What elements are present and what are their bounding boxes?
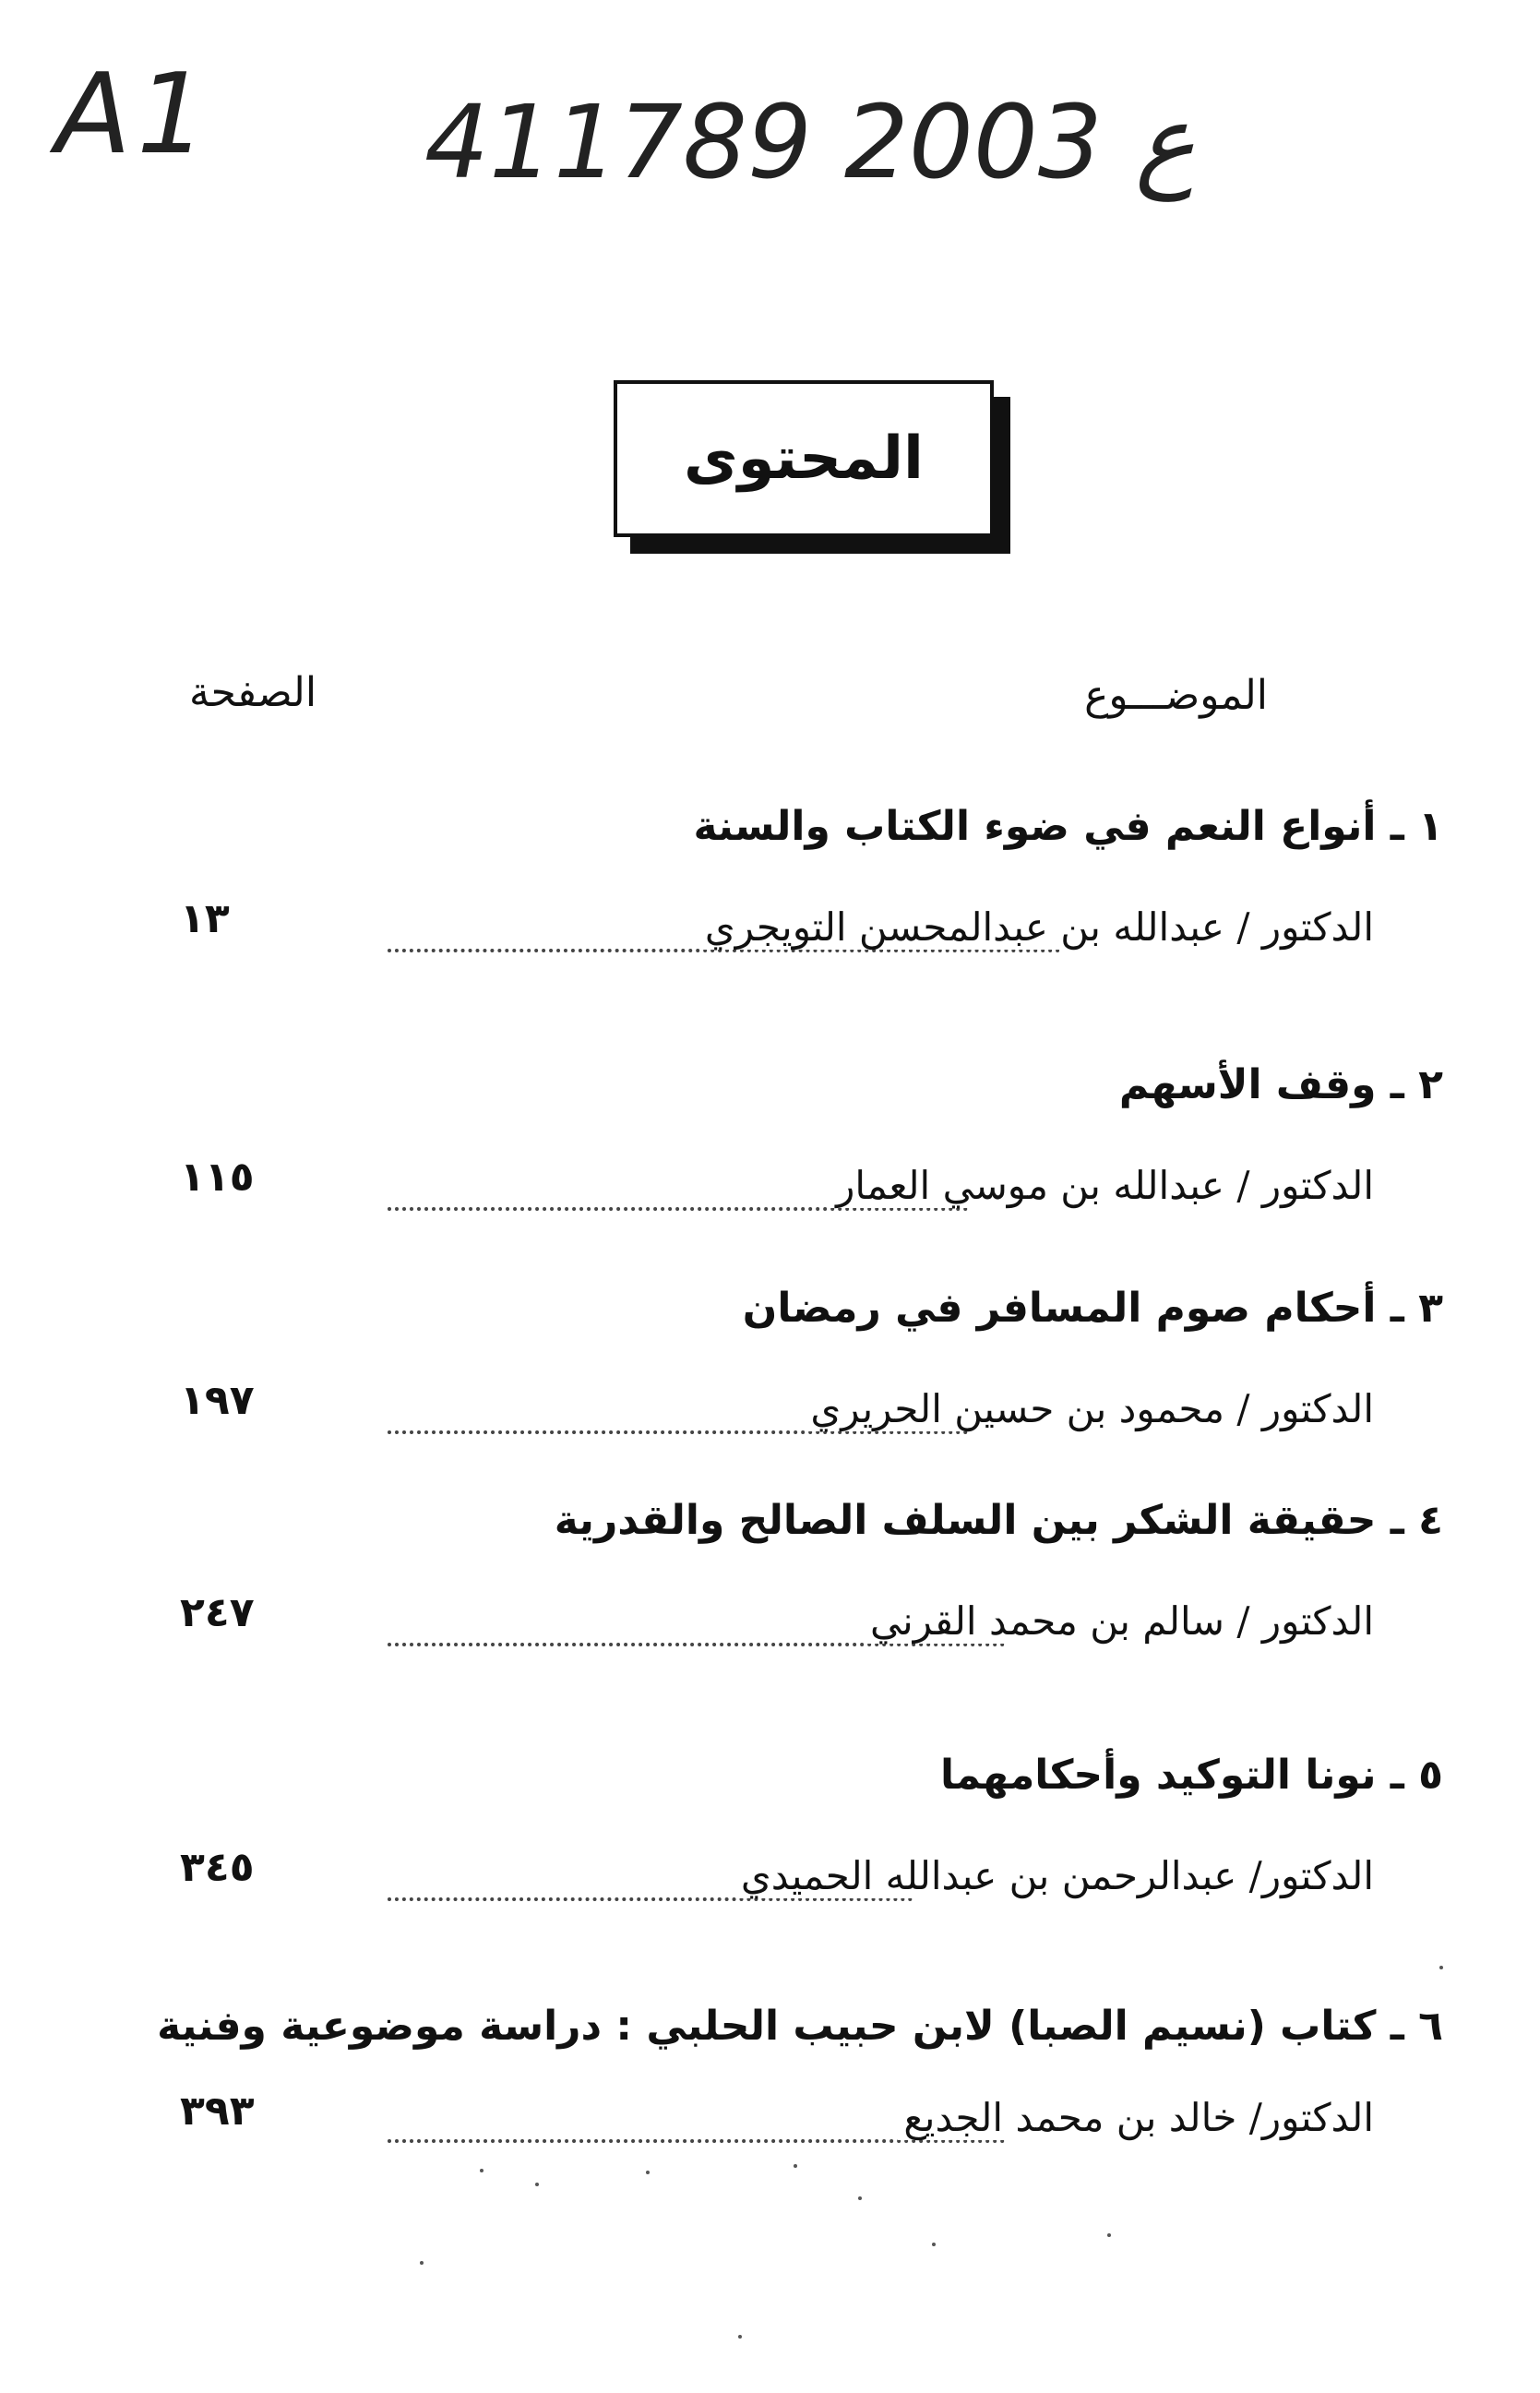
entry-author-row bbox=[388, 1163, 1374, 1227]
handwritten-call-number: 41ع 2003 1789 bbox=[424, 83, 1196, 201]
scan-speck bbox=[738, 2335, 742, 2339]
scan-speck bbox=[932, 2243, 936, 2246]
scan-speck bbox=[535, 2183, 539, 2186]
scan-speck bbox=[480, 2169, 483, 2172]
column-header-topic: الموضـــوع bbox=[1084, 672, 1268, 719]
entry-author-row bbox=[388, 1853, 1374, 1918]
entry-page-number: ٣٩٣ bbox=[180, 2088, 255, 2135]
entry-page-number: ٣٤٥ bbox=[180, 1844, 255, 1891]
scan-speck bbox=[420, 2261, 424, 2265]
page-title: المحتوى bbox=[684, 425, 924, 493]
scan-speck bbox=[1439, 1966, 1443, 1969]
entry-author-row bbox=[388, 1386, 1374, 1451]
entry-author: الدكتور / عبدالله بن عبدالمحسن التويجري bbox=[699, 904, 1374, 950]
entry-author-row bbox=[388, 1598, 1374, 1663]
entry-title: ٢ ـ وقف الأسهم bbox=[1118, 1061, 1443, 1108]
entry-author: الدكتور / محمود بن حسين الحريري bbox=[805, 1386, 1374, 1431]
entry-author: الدكتور / عبدالله بن موسي العمار bbox=[830, 1163, 1374, 1208]
entry-page-number: ٢٤٧ bbox=[180, 1589, 255, 1636]
entry-title: ٥ ـ نونا التوكيد وأحكامهما bbox=[940, 1752, 1443, 1799]
handwritten-mark-left: A1 bbox=[55, 51, 213, 179]
entry-page-number: ١٩٧ bbox=[180, 1377, 255, 1424]
entry-title: ١ ـ أنواع النعم في ضوء الكتاب والسنة bbox=[693, 803, 1443, 850]
entry-title: ٤ ـ حقيقة الشكر بين السلف الصالح والقدرية bbox=[554, 1497, 1443, 1544]
scan-speck bbox=[794, 2164, 797, 2168]
entry-title: ٣ ـ أحكام صوم المسافر في رمضان bbox=[742, 1285, 1443, 1332]
entry-page-number: ١٣ bbox=[180, 895, 230, 942]
column-header-page: الصفحة bbox=[189, 669, 317, 716]
scan-speck bbox=[646, 2171, 650, 2174]
entry-page-number: ١١٥ bbox=[180, 1154, 255, 1201]
title-frame bbox=[614, 380, 994, 537]
title-box bbox=[614, 380, 994, 537]
entry-author: الدكتور/ عبدالرحمن بن عبدالله الحميدي bbox=[735, 1853, 1374, 1898]
entry-author: الدكتور / سالم بن محمد القرني bbox=[865, 1598, 1374, 1644]
entry-title: ٦ ـ كتاب (نسيم الصبا) لابن حبيب الحلبي : دراسة موضوعية وفنية bbox=[157, 2003, 1443, 2050]
entry-author-row bbox=[388, 904, 1374, 969]
entry-author: الدكتور/ خالد بن محمد الجديع bbox=[898, 2095, 1374, 2140]
scan-speck bbox=[1107, 2233, 1111, 2237]
entry-author-row bbox=[388, 2095, 1374, 2160]
scan-speck bbox=[858, 2196, 862, 2200]
